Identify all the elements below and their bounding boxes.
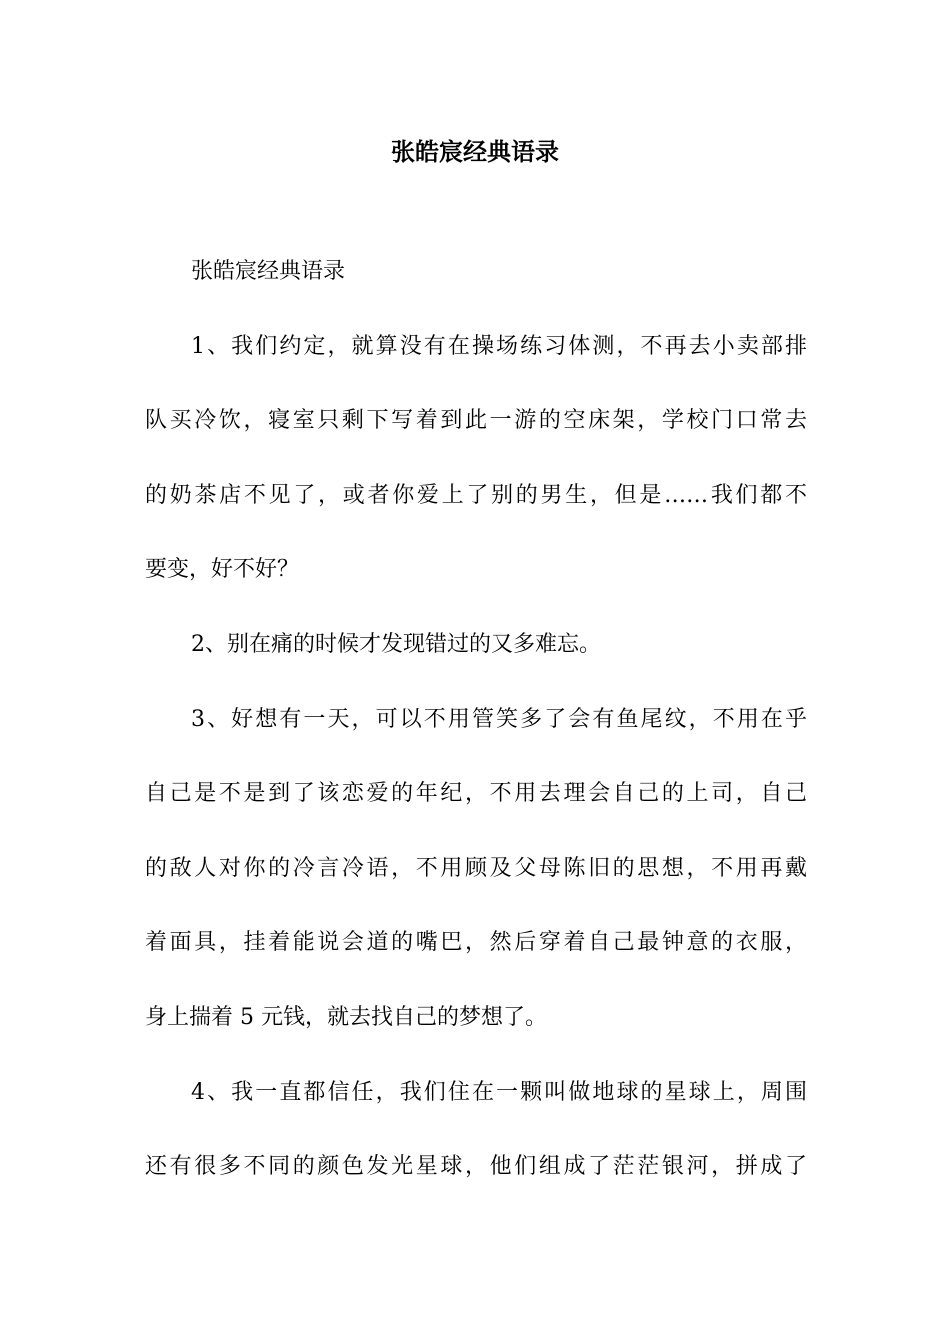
- paragraph-line: 的敌人对你的冷言冷语，不用顾及父母陈旧的思想，不用再戴: [145, 855, 807, 881]
- paragraph-line: 着面具，挂着能说会道的嘴巴，然后穿着自己最钟意的衣服，: [145, 930, 807, 956]
- paragraph-quote-4: [145, 1075, 807, 1186]
- paragraph-line: 队买冷饮，寝室只剩下写着到此一游的空床架，学校门口常去: [145, 408, 807, 434]
- paragraph-line: 1、我们约定，就算没有在操场练习体测，不再去小卖部排: [191, 333, 807, 359]
- paragraph-heading: [145, 254, 807, 290]
- document-body: [145, 254, 807, 1224]
- paragraph-line: 的奶茶店不见了，或者你爱上了别的男生，但是……我们都不: [145, 482, 807, 508]
- paragraph-quote-2: [145, 627, 807, 663]
- paragraph-quote-1: [145, 329, 807, 589]
- document-title: 张皓宸经典语录: [391, 137, 559, 166]
- paragraph-line: 要变，好不好？: [145, 557, 300, 583]
- paragraph-quote-3: [145, 702, 807, 1036]
- paragraph-line: 4、我一直都信任，我们住在一颗叫做地球的星球上，周围: [191, 1079, 807, 1105]
- paragraph-line: 身上揣着 5 元钱，就去找自己的梦想了。: [145, 1004, 547, 1030]
- paragraph-line: 张皓宸经典语录: [191, 259, 346, 284]
- paragraph-line: 2、别在痛的时候才发现错过的又多难忘。: [191, 631, 601, 657]
- paragraph-line: 3、好想有一天，可以不用管笑多了会有鱼尾纹，不用在乎: [191, 706, 807, 732]
- paragraph-line: 还有很多不同的颜色发光星球，他们组成了茫茫银河，拼成了: [145, 1154, 807, 1180]
- paragraph-line: 自己是不是到了该恋爱的年纪，不用去理会自己的上司，自己: [145, 781, 807, 807]
